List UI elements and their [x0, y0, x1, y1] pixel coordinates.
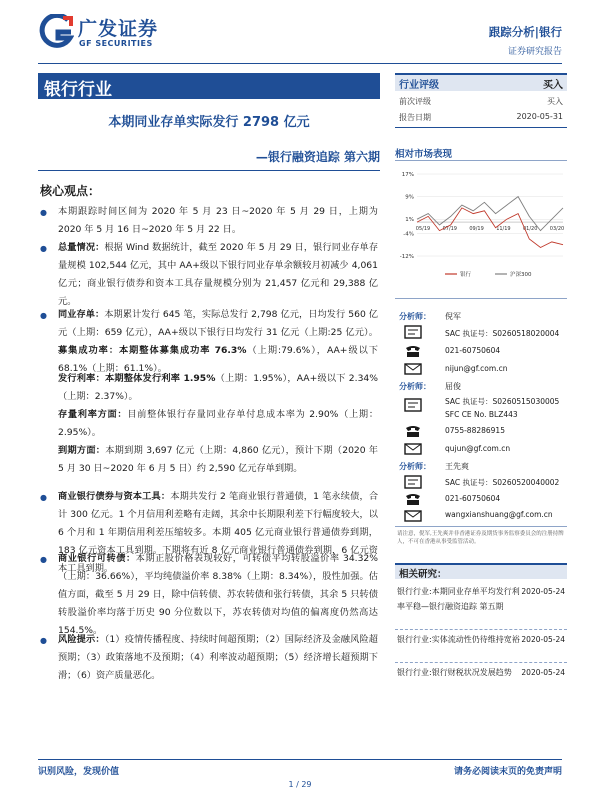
analyst-3-name: 王先爽: [445, 462, 469, 471]
analyst-3-phone: 021-60750604: [445, 494, 501, 503]
analyst-3-label: 分析师：: [399, 462, 431, 471]
bullet-icon: ●: [40, 555, 47, 564]
related-research-header: [395, 563, 567, 579]
y-tick-label: -12%: [399, 254, 414, 260]
bullet-icon: ●: [40, 244, 47, 253]
email-icon: [404, 509, 422, 523]
header-divider: [38, 63, 562, 64]
id-card-icon: [404, 475, 422, 489]
maturity-paragraph: [58, 442, 378, 478]
phone-icon: [404, 492, 422, 506]
report-title: 本期同业存单实际发行 2798 亿元: [108, 115, 310, 130]
note-divider: [395, 526, 567, 527]
report-subtitle: —银行融资追踪 第六期: [255, 150, 380, 164]
risk-warning-text: （1）疫情传播程度、持续时间超预期；（2）国际经济及金融风险超预期；（3）政策落地不及预期；（4）利率波动超预期；（5）经济增长超预期下滑；（6）资产质量恶化。: [58, 634, 378, 681]
analyst-2-cert: SAC 执证号：S0260515030005: [445, 397, 560, 406]
convertible-bonds-text: 本期正股价格表现较好，可转债平均转股溢价率 34.32%（上期：36.66%），平均纯债溢价率 8.38%（上期：8.34%），股性加强。估值方面，截至 5 月 29 日，除中信转债、苏农转债和张行转债，其余 5 只转债转股溢价率均落于历史 90 分位数以下，苏农转债对均值的偏离度仍然高达 154.5%。: [58, 553, 379, 636]
convertible-bonds-lead: 商业银行可转债：: [58, 553, 136, 564]
prev-rating-label: 前次评级: [399, 97, 431, 106]
rating-divider: [395, 127, 567, 128]
success-rate-lead: 募集成功率：本期整体募集成功率 76.3%: [58, 345, 247, 356]
performance-divider: [395, 160, 567, 161]
convertible-bonds-paragraph: [58, 550, 378, 640]
success-rate-text: （上期:79.6%），AA+级以下 68.1%（上期：61.1%）。: [58, 345, 378, 374]
footer-slogan: 识别风险，发现价值: [38, 767, 120, 777]
page-header: [0, 0, 600, 64]
report-date-label: 报告日期: [399, 113, 431, 122]
phone-icon: [404, 424, 422, 438]
issue-rate-text: （上期：1.95%），AA+级以下 2.34%（上期：2.37%）。: [58, 373, 378, 402]
total-situation-lead: 总量情况：: [58, 242, 105, 253]
risk-warning-lead: 风险提示：: [58, 634, 105, 645]
core-view-title: 核心观点：: [40, 184, 101, 198]
rating-value: 买入: [543, 80, 563, 91]
analyst-3-cert: SAC 执证号：S0260520040002: [445, 478, 560, 487]
id-card-icon: [404, 325, 422, 339]
x-tick-label: 09/19: [469, 226, 484, 233]
related-item[interactable]: [397, 665, 565, 680]
logo-english-text: GF SECURITIES: [79, 39, 153, 48]
y-tick-label: 9%: [405, 194, 414, 201]
y-tick-label: 1%: [405, 217, 414, 224]
x-tick-label: 05/19: [415, 226, 431, 233]
total-situation-text: 根据 Wind 数据统计，截至 2020 年 5 月 29 日，银行同业存单存量规模 102,544 亿元，其中 AA+级以下银行同业存单余额较月初减少 4,061 亿元；商业银行债券和资本工具存量规模分别为 21,457 亿元和 29,388 亿元。: [58, 242, 379, 307]
tracking-period-paragraph: 本期跟踪时间区间为 2020 年 5 月 23 日~2020 年 5 月 29 日，上期为 2020 年 5 月 16 日~2020 年 5 月 22 日。: [58, 206, 378, 235]
industry-banner: 银行行业: [38, 73, 380, 99]
email-icon: [404, 442, 422, 456]
analyst-2-email[interactable]: qujun@gf.com.cn: [445, 444, 511, 453]
analyst-1-name: 倪军: [445, 312, 461, 321]
issue-rate-lead: 发行利率：本期整体发行利率 1.95%: [58, 373, 216, 384]
page-number: 1 / 29: [288, 780, 312, 789]
interbank-cd-lead: 同业存单：: [58, 309, 105, 320]
footer-disclaimer[interactable]: 请务必阅读末页的免责声明: [453, 767, 562, 777]
related-item[interactable]: [397, 632, 565, 647]
related-separator: [395, 662, 567, 663]
analyst-1-cert: SAC 执证号：S0260518020004: [445, 329, 560, 338]
rating-header: [395, 73, 567, 91]
related-item-date: 2020-05-24: [521, 635, 565, 644]
legend-label: 沪深300: [510, 272, 532, 278]
analyst-1-email[interactable]: nijun@gf.com.cn: [445, 364, 508, 373]
stock-rate-text: 目前整体银行存量同业存单付息成本率为 2.90%（上期：2.95%）。: [58, 409, 379, 438]
issue-rate-paragraph: [58, 370, 378, 406]
title-divider: [38, 170, 380, 171]
report-track: 跟踪分析|银行: [488, 25, 562, 39]
prev-rating-value: 买入: [547, 97, 563, 106]
x-tick-label: 01/20: [522, 226, 538, 233]
bullet-icon: ●: [40, 208, 47, 217]
analyst-2-phone: 0755-88286915: [445, 426, 505, 435]
bullet-icon: ●: [40, 636, 47, 645]
relative-performance-chart: [395, 166, 567, 286]
analyst-2-label: 分析师：: [399, 382, 431, 391]
id-card-icon: [404, 398, 422, 412]
y-tick-label: 17%: [401, 172, 414, 178]
bank-bonds-lead: 商业银行债券与资本工具：: [58, 491, 171, 502]
performance-title: 相对市场表现: [395, 149, 453, 160]
stock-rate-paragraph: [58, 406, 378, 442]
interbank-cd-paragraph: [58, 306, 378, 378]
risk-warning-paragraph: [58, 631, 378, 685]
related-item-date: 2020-05-24: [521, 668, 565, 677]
bullet-icon: ●: [40, 493, 47, 502]
related-separator: [395, 629, 567, 630]
maturity-lead: 到期方面：: [58, 445, 106, 456]
report-type: 证券研究报告: [507, 47, 562, 57]
regulatory-note: 请注意，倪军,王先爽并非香港证券及期货事务监察委员会的注册持牌人，不可在香港从事受监管活动。: [397, 531, 564, 545]
y-tick-label: -4%: [403, 231, 414, 238]
analyst-1-label: 分析师：: [399, 312, 431, 321]
legend-label: 银行: [460, 272, 472, 278]
x-tick-label: 07/19: [442, 226, 458, 233]
x-tick-label: 11/19: [496, 226, 511, 233]
email-icon: [404, 362, 422, 376]
analyst-2-sfc: SFC CE No. BLZ443: [445, 410, 518, 419]
related-item-title[interactable]: 银行行业:本期同业存单平均发行利率平稳—银行融资追踪 第五期: [397, 587, 520, 611]
footer-divider: [38, 759, 562, 760]
header-right: [489, 24, 562, 57]
analysts-divider: [395, 298, 567, 299]
stock-rate-lead: 存量利率方面：: [58, 409, 128, 420]
related-item[interactable]: [397, 584, 565, 614]
analyst-3-email[interactable]: wangxianshuang@gf.com.cn: [445, 510, 553, 519]
series-line: [417, 197, 563, 231]
bank-bonds-text: 本期共发行 2 笔商业银行普通债，1 笔永续债，合计 300 亿元。1 个月信用利差略有走阔，其余中长期限利差下行幅度较大，以 6 个月和 1 年期信用利差压缩较多。本期 405 亿元商业银行普通债券到期，183 亿元资本工具到期。下期将有近 8 亿元商业银行普通债券到期，6 亿元资本工具到期。: [58, 491, 379, 574]
related-item-title[interactable]: 银行行业:银行财税状况发展趋势: [397, 668, 512, 677]
analyst-2-name: 屈俊: [445, 382, 461, 391]
total-situation-paragraph: [58, 239, 378, 311]
gf-securities-logo: [38, 14, 168, 52]
report-date-value: 2020-05-31: [516, 112, 563, 121]
gf-logo-icon: [38, 14, 74, 50]
rating-label: 行业评级: [399, 80, 439, 91]
x-tick-label: 03/20: [549, 226, 565, 233]
bullet-icon: ●: [40, 311, 47, 320]
analyst-1-phone: 021-60750604: [445, 346, 501, 355]
logo-chinese-text: 广发证券: [78, 18, 159, 40]
related-item-title[interactable]: 银行行业:实体流动性仍待维持宽裕: [397, 635, 520, 644]
series-line: [417, 208, 563, 248]
phone-icon: [404, 344, 422, 358]
interbank-cd-text: 本期累计发行 645 笔，实际总发行 2,798 亿元，日均发行 560 亿元（上期：659 亿元），AA+级以下银行日均发行 31 亿元（上期:25 亿元）。: [58, 309, 378, 338]
related-item-date: 2020-05-24: [521, 587, 565, 596]
related-research-title: 相关研究：: [399, 569, 447, 580]
maturity-text: 本期到期 3,697 亿元（上期：4,860 亿元），预计下期（2020 年 5 月 30 日~2020 年 6 月 5 日）约 2,590 亿元存单到期。: [58, 445, 378, 474]
